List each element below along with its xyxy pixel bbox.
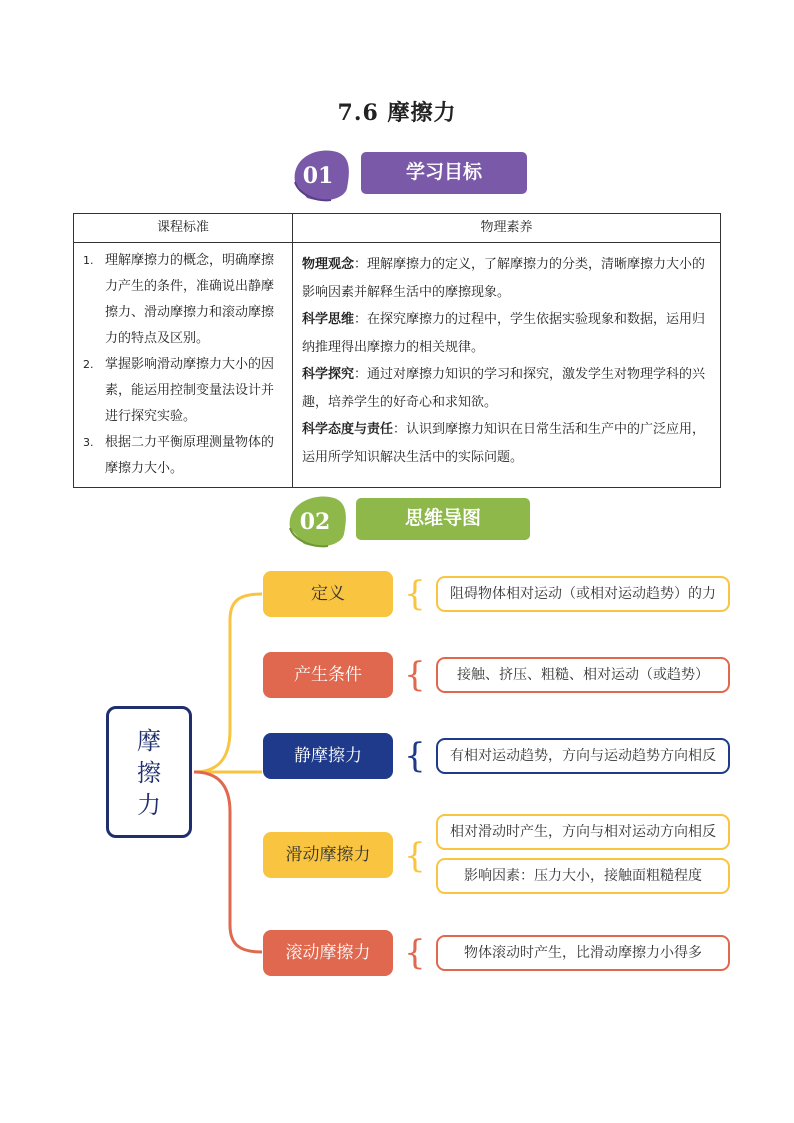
- center-char: 力: [137, 791, 161, 819]
- table-header-standards: 课程标准: [74, 214, 293, 243]
- branch-static-friction: 静摩擦力: [263, 733, 393, 779]
- section-header-goals: [287, 148, 527, 204]
- branch-definition: 定义: [263, 571, 393, 617]
- note-sliding-friction-2: 影响因素：压力大小，接触面粗糙程度: [436, 858, 730, 894]
- section-label: 学习目标: [405, 161, 482, 183]
- literacy-item: 科学态度与责任：认识到摩擦力知识在日常生活和生产中的广泛应用，运用所学知识解决生活中的实际问题。: [302, 422, 706, 465]
- note-rolling-friction: 物体滚动时产生，比滑动摩擦力小得多: [436, 935, 730, 971]
- standards-cell: [74, 243, 293, 488]
- brace-icon: {: [404, 736, 426, 776]
- brace-icon: {: [404, 933, 426, 973]
- section-header-mindmap: [284, 494, 524, 550]
- objectives-table: [73, 213, 721, 488]
- standard-item: 2. 掌握影响滑动摩擦力大小的因素，能运用控制变量法设计并进行探究实验。: [83, 357, 275, 424]
- page-title: 7.6 摩擦力: [337, 100, 457, 126]
- standard-item: 1. 理解摩擦力的概念，明确摩擦力产生的条件，准确说出静摩擦力、滑动摩擦力和滚动摩擦力的特点及区别。: [83, 253, 275, 346]
- literacy-item: 科学思维：在探究摩擦力的过程中，学生依据实验现象和数据，运用归纳推理得出摩擦力的相关规律。: [302, 312, 706, 355]
- literacy-item: 科学探究：通过对摩擦力知识的学习和探究，激发学生对物理学科的兴趣，培养学生的好奇心和求知欲。: [302, 367, 706, 410]
- brace-icon: {: [404, 574, 426, 614]
- center-char: 擦: [137, 759, 161, 787]
- branch-conditions: 产生条件: [263, 652, 393, 698]
- center-char: 摩: [137, 727, 161, 755]
- branch-rolling-friction: 滚动摩擦力: [263, 930, 393, 976]
- section-number: 02: [299, 509, 331, 535]
- note-sliding-friction-1: 相对滑动时产生，方向与相对运动方向相反: [436, 814, 730, 850]
- literacy-cell: [293, 243, 721, 488]
- note-definition: 阻碍物体相对运动（或相对运动趋势）的力: [436, 576, 730, 612]
- literacy-item: 物理观念：理解摩擦力的定义，了解摩擦力的分类，清晰摩擦力大小的影响因素并解释生活中的摩擦现象。: [302, 257, 706, 300]
- branch-sliding-friction: 滑动摩擦力: [263, 832, 393, 878]
- brace-icon: {: [404, 836, 426, 876]
- table-header-literacy: 物理素养: [293, 214, 721, 243]
- brace-icon: {: [404, 655, 426, 695]
- note-conditions: 接触、挤压、粗糙、相对运动（或趋势）: [436, 657, 730, 693]
- mindmap-center: [106, 706, 192, 838]
- standard-item: 3. 根据二力平衡原理测量物体的摩擦力大小。: [83, 435, 275, 476]
- section-number: 01: [302, 163, 334, 189]
- section-label: 思维导图: [404, 507, 481, 529]
- note-static-friction: 有相对运动趋势，方向与运动趋势方向相反: [436, 738, 730, 774]
